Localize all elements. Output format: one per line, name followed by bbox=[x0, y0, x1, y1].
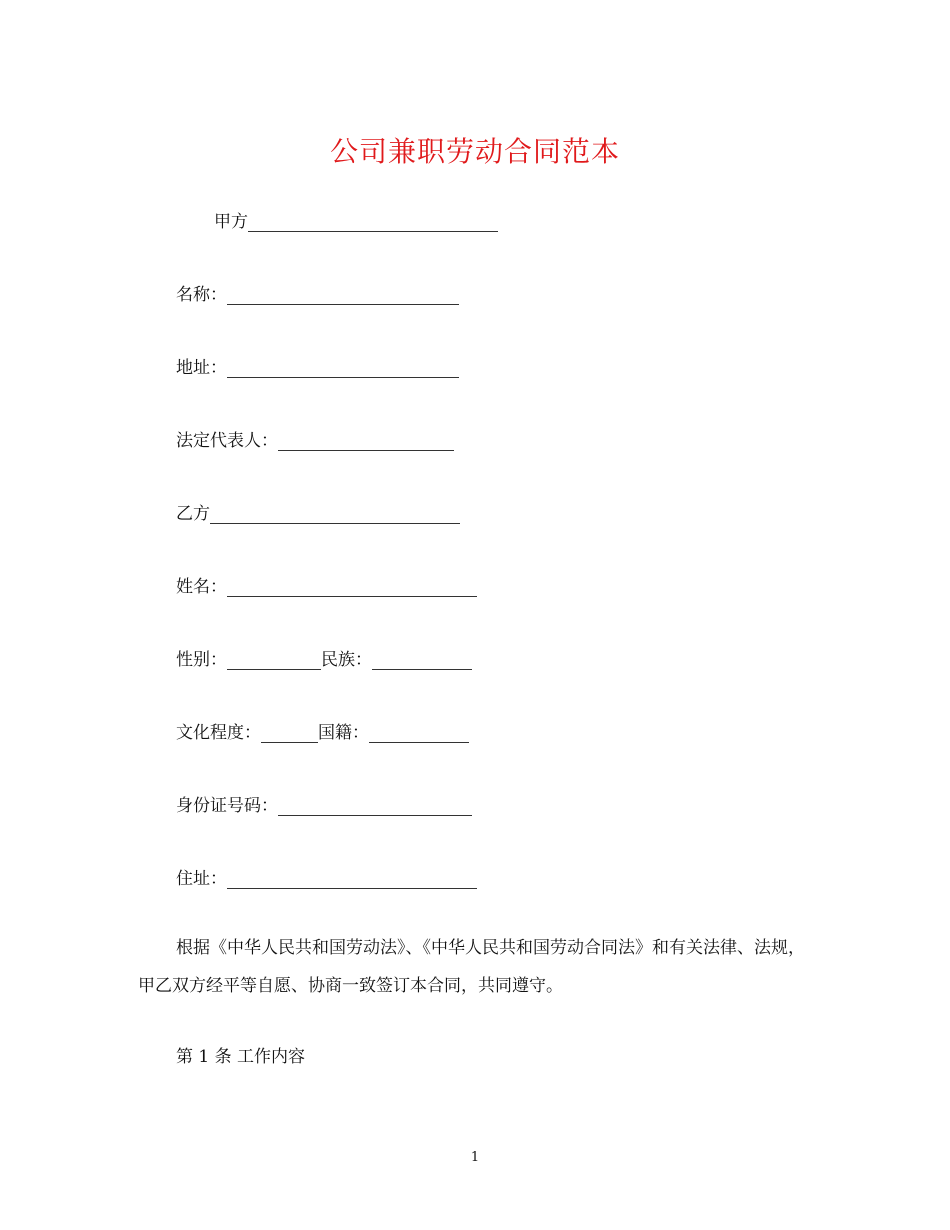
education-label: 文化程度： bbox=[176, 723, 261, 743]
name-blank[interactable] bbox=[227, 286, 459, 305]
page-title: 公司兼职劳动合同范本 bbox=[329, 135, 620, 168]
name-line bbox=[176, 283, 459, 307]
nationality-label: 国籍： bbox=[318, 723, 369, 743]
article-1-heading: 第 1 条 工作内容 bbox=[176, 1047, 306, 1067]
party-a-blank[interactable] bbox=[248, 213, 498, 232]
address-blank[interactable] bbox=[227, 359, 459, 378]
person-name-blank[interactable] bbox=[227, 578, 477, 597]
id-number-line bbox=[176, 794, 472, 818]
legal-rep-line bbox=[176, 429, 454, 453]
residence-line bbox=[176, 867, 477, 891]
person-name-line bbox=[176, 575, 477, 599]
nationality-blank[interactable] bbox=[369, 724, 469, 743]
education-blank[interactable] bbox=[261, 724, 318, 743]
gender-ethnicity-line bbox=[176, 648, 472, 672]
page-number: 1 bbox=[470, 1150, 480, 1165]
person-name-label: 姓名： bbox=[176, 577, 227, 597]
address-label: 地址： bbox=[176, 358, 227, 378]
party-a-line bbox=[214, 210, 498, 234]
education-nationality-line bbox=[176, 721, 469, 745]
legal-rep-label: 法定代表人： bbox=[176, 431, 278, 451]
party-b-blank[interactable] bbox=[210, 505, 460, 524]
residence-label: 住址： bbox=[176, 869, 227, 889]
legal-rep-blank[interactable] bbox=[278, 432, 454, 451]
address-line bbox=[176, 356, 459, 380]
ethnicity-blank[interactable] bbox=[372, 651, 472, 670]
party-b-label: 乙方 bbox=[176, 504, 210, 524]
residence-blank[interactable] bbox=[227, 870, 477, 889]
ethnicity-label: 民族： bbox=[321, 650, 372, 670]
name-label: 名称： bbox=[176, 285, 227, 305]
id-number-label: 身份证号码： bbox=[176, 796, 278, 816]
party-b-line bbox=[176, 502, 460, 526]
intro-paragraph: 根据《中华人民共和国劳动法》、《中华人民共和国劳动合同法》和有关法律、法规，甲乙双方经平等自愿、协商一致签订本合同，共同遵守。 bbox=[138, 938, 805, 996]
gender-blank[interactable] bbox=[227, 651, 321, 670]
gender-label: 性别： bbox=[176, 650, 227, 670]
id-number-blank[interactable] bbox=[278, 797, 472, 816]
party-a-label: 甲方 bbox=[214, 212, 248, 232]
